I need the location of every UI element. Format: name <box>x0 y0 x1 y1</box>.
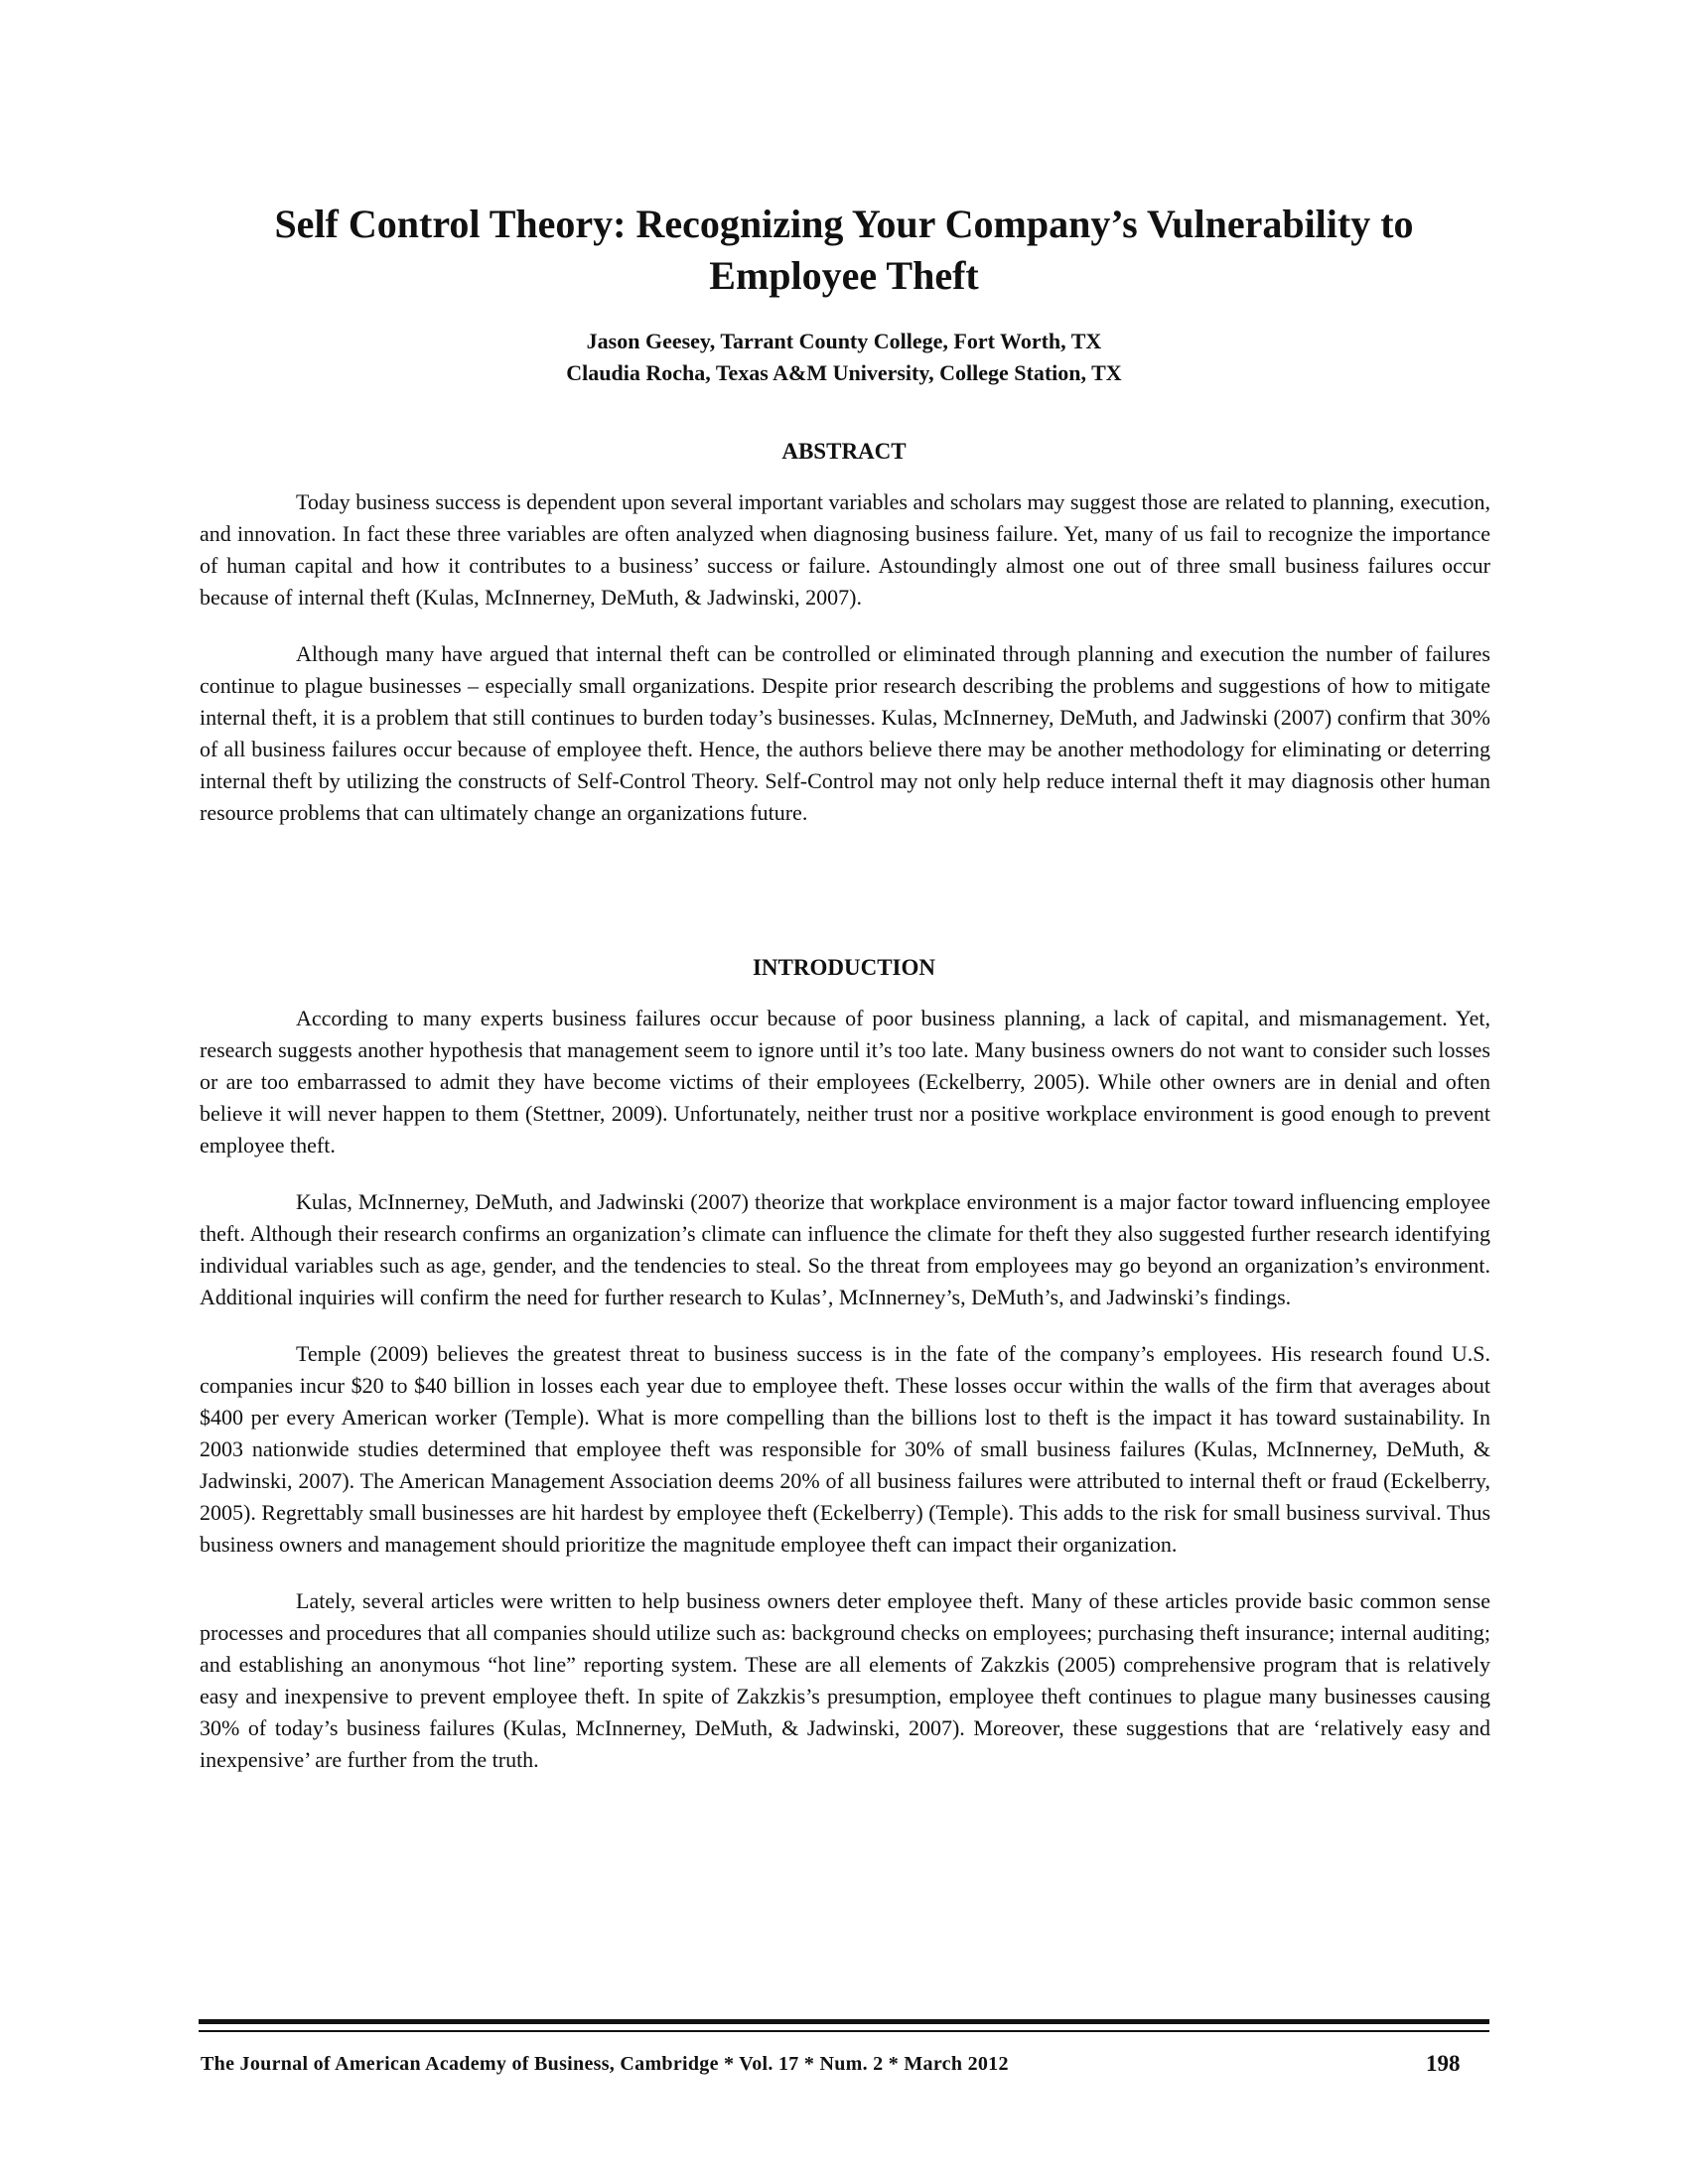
footer-rule-thin <box>199 2030 1489 2032</box>
footer-rule-thick <box>199 2019 1489 2024</box>
footer-journal-citation: The Journal of American Academy of Business, Cambridge * Vol. 17 * Num. 2 * March 2012 <box>201 2053 1009 2075</box>
author-line: Claudia Rocha, Texas A&M University, College Station, TX <box>566 360 1122 385</box>
introduction-heading: INTRODUCTION <box>752 955 936 980</box>
introduction-paragraph: According to many experts business failures occur because of poor business planning, a lack of capital, and mismanagement. Yet, research suggests another hypothesis that management seem to ignore until it’s too late. Many business owners do not want to consider such losses or are too embarrassed to admit they have become victims of their employees (Eckelberry, 2005). While other owners are in denial and often believe it will never happen to them (Stettner, 2009). Unfortunately, neither trust nor a positive workplace environment is good enough to prevent employee theft. <box>200 1006 1490 1158</box>
abstract-paragraph: Today business success is dependent upon several important variables and scholars may suggest those are related to planning, execution, and innovation. In fact these three variables are often analyzed when diagnosing business failure. Yet, many of us fail to recognize the importance of human capital and how it contributes to a business’ success or failure. Astoundingly almost one out of three small business failures occur because of internal theft (Kulas, McInnerney, DeMuth, & Jadwinski, 2007). <box>200 489 1490 610</box>
author-line: Jason Geesey, Tarrant County College, Fort Worth, TX <box>586 329 1102 353</box>
paper-title: Self Control Theory: Recognizing Your Company’s Vulnerability to Employee Theft <box>274 202 1414 298</box>
introduction-paragraph: Lately, several articles were written to help business owners deter employee theft. Many of these articles provide basic common sense processes and procedures that all companies should utilize such as: background checks on employees; purchasing theft insurance; internal auditing; and establishing an anonymous “hot line” reporting system. These are all elements of Zakzkis (2005) comprehensive program that is relatively easy and inexpensive to prevent employee theft. In spite of Zakzkis’s presumption, employee theft continues to plague many businesses causing 30% of today’s business failures (Kulas, McInnerney, DeMuth, & Jadwinski, 2007). Moreover, these suggestions that are ‘relatively easy and inexpensive’ are further from the truth. <box>200 1588 1490 1772</box>
abstract-heading: ABSTRACT <box>781 439 907 464</box>
abstract-body <box>200 486 1490 829</box>
introduction-body <box>200 1003 1490 1776</box>
abstract-paragraph: Although many have argued that internal theft can be controlled or eliminated through planning and execution the number of failures continue to plague businesses – especially small organizations. Despite prior research describing the problems and suggestions of how to mitigate internal theft, it is a problem that still continues to burden today’s businesses. Kulas, McInnerney, DeMuth, and Jadwinski (2007) confirm that 30% of all business failures occur because of employee theft. Hence, the authors believe there may be another methodology for eliminating or deterring internal theft by utilizing the constructs of Self-Control Theory. Self-Control may not only help reduce internal theft it may diagnosis other human resource problems that can ultimately change an organizations future. <box>200 641 1490 825</box>
introduction-paragraph: Temple (2009) believes the greatest threat to business success is in the fate of the company’s employees. His research found U.S. companies incur $20 to $40 billion in losses each year due to employee theft. These losses occur within the walls of the firm that averages about $400 per every American worker (Temple). What is more compelling than the billions lost to theft is the impact it has toward sustainability. In 2003 nationwide studies determined that employee theft was responsible for 30% of small business failures (Kulas, McInnerney, DeMuth, & Jadwinski, 2007). The American Management Association deems 20% of all business failures were attributed to internal theft or fraud (Eckelberry, 2005). Regrettably small businesses are hit hardest by employee theft (Eckelberry) (Temple). This adds to the risk for small business survival. Thus business owners and management should prioritize the magnitude employee theft can impact their organization. <box>200 1341 1490 1557</box>
footer-page-number: 198 <box>1426 2051 1461 2076</box>
author-list <box>199 326 1489 389</box>
introduction-paragraph: Kulas, McInnerney, DeMuth, and Jadwinski (2007) theorize that workplace environment is a major factor toward influencing employee theft. Although their research confirms an organization’s climate can influence the climate for theft they also suggested further research identifying individual variables such as age, gender, and the tendencies to steal. So the threat from employees may go beyond an organization’s environment. Additional inquiries will confirm the need for further research to Kulas’, McInnerney’s, DeMuth’s, and Jadwinski’s findings. <box>200 1189 1490 1309</box>
